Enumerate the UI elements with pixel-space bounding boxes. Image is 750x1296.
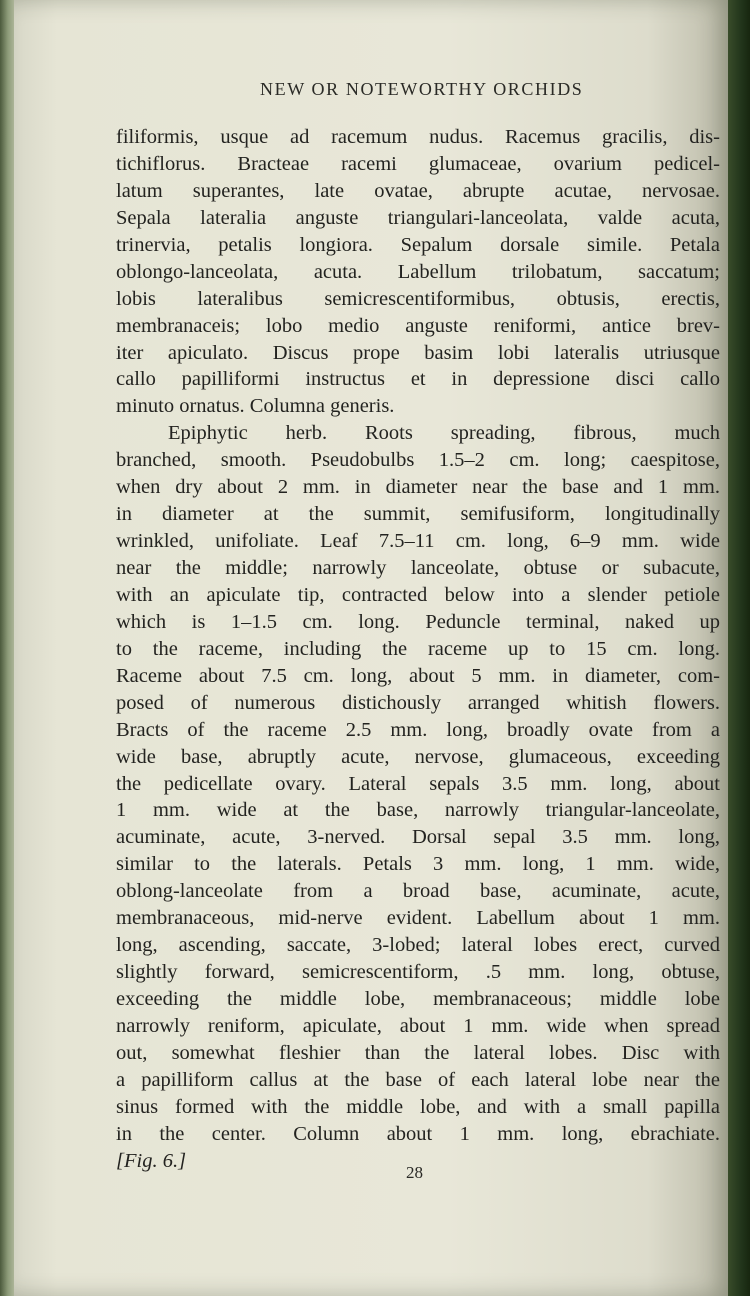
text-line: sinus formed with the middle lobe, and with a small papilla	[116, 1095, 720, 1118]
text-line: Raceme about 7.5 cm. long, about 5 mm. in diameter, com-	[116, 664, 720, 687]
text-line: branched, smooth. Pseudobulbs 1.5–2 cm. long; caespitose,	[116, 449, 720, 472]
text-line: narrowly reniform, apiculate, about 1 mm. wide when spread	[116, 1014, 720, 1037]
text-line: the pedicellate ovary. Lateral sepals 3.5 mm. long, about	[116, 772, 720, 795]
text-line: with an apiculate tip, contracted below into a slender petiole	[116, 583, 720, 606]
text-line: minuto ornatus. Columna generis.	[116, 395, 395, 418]
text-line: near the middle; narrowly lanceolate, obtuse or subacute,	[116, 557, 720, 579]
paragraph-first-line: Epiphytic herb. Roots spreading, fibrous, much	[168, 422, 720, 445]
text-line: which is 1–1.5 cm. long. Peduncle terminal, naked up	[116, 610, 720, 633]
text-line: posed of numerous distichously arranged whitish flowers.	[116, 691, 720, 714]
text-line: to the raceme, including the raceme up to 15 cm. long.	[116, 637, 720, 660]
text-line: trinervia, petalis longiora. Sepalum dorsale simile. Petala	[116, 233, 720, 256]
page-number: 28	[406, 1163, 423, 1182]
text-line: latum superantes, late ovatae, abrupte acutae, nervosae.	[116, 179, 720, 202]
text-line: in the center. Column about 1 mm. long, ebrachiate.	[116, 1122, 720, 1145]
text-line: acuminate, acute, 3-nerved. Dorsal sepal 3.5 mm. long,	[116, 826, 720, 849]
text-line: similar to the laterals. Petals 3 mm. long, 1 mm. wide,	[116, 853, 720, 876]
text-line: when dry about 2 mm. in diameter near the base and 1 mm.	[116, 476, 720, 499]
text-line: lobis lateralibus semicrescentiformibus, obtusis, erectis,	[116, 287, 720, 310]
text-line: membranaceous, mid-nerve evident. Labellum about 1 mm.	[116, 907, 720, 930]
text-line: 1 mm. wide at the base, narrowly triangular-lanceolate,	[116, 799, 720, 822]
body-text	[116, 124, 720, 1175]
text-line: a papilliform callus at the base of each lateral lobe near the	[116, 1068, 720, 1091]
text-line: oblongo-lanceolata, acuta. Labellum trilobatum, saccatum;	[116, 260, 720, 283]
text-line: wide base, abruptly acute, nervose, glumaceous, exceeding	[116, 745, 720, 768]
text-line: membranaceis; lobo medio anguste reniformi, antice brev-	[116, 314, 720, 337]
text-line: Sepala lateralia anguste triangulari-lanceolata, valde acuta,	[116, 206, 720, 229]
running-head: NEW OR NOTEWORTHY ORCHIDS	[260, 79, 584, 99]
text-line: Bracts of the raceme 2.5 mm. long, broadly ovate from a	[116, 718, 720, 741]
text-line: out, somewhat fleshier than the lateral lobes. Disc with	[116, 1041, 720, 1064]
figure-reference-text: [Fig. 6.]	[116, 1149, 187, 1172]
text-line: in diameter at the summit, semifusiform, longitudinally	[116, 503, 720, 526]
text-line: iter apiculato. Discus prope basim lobi lateralis utriusque	[116, 341, 720, 364]
text-line: wrinkled, unifoliate. Leaf 7.5–11 cm. long, 6–9 mm. wide	[116, 530, 720, 553]
book-cover-edge	[728, 0, 750, 1296]
text-line: filiformis, usque ad racemum nudus. Racemus gracilis, dis-	[116, 126, 720, 148]
text-line: exceeding the middle lobe, membranaceous; middle lobe	[116, 988, 720, 1010]
text-line: oblong-lanceolate from a broad base, acuminate, acute,	[116, 880, 720, 903]
text-line: slightly forward, semicrescentiform, .5 mm. long, obtuse,	[116, 961, 720, 984]
text-line: long, ascending, saccate, 3-lobed; lateral lobes erect, curved	[116, 934, 720, 957]
text-line: tichiflorus. Bracteae racemi glumaceae, ovarium pedicel-	[116, 152, 720, 175]
text-line: callo papilliformi instructus et in depressione disci callo	[116, 368, 720, 391]
